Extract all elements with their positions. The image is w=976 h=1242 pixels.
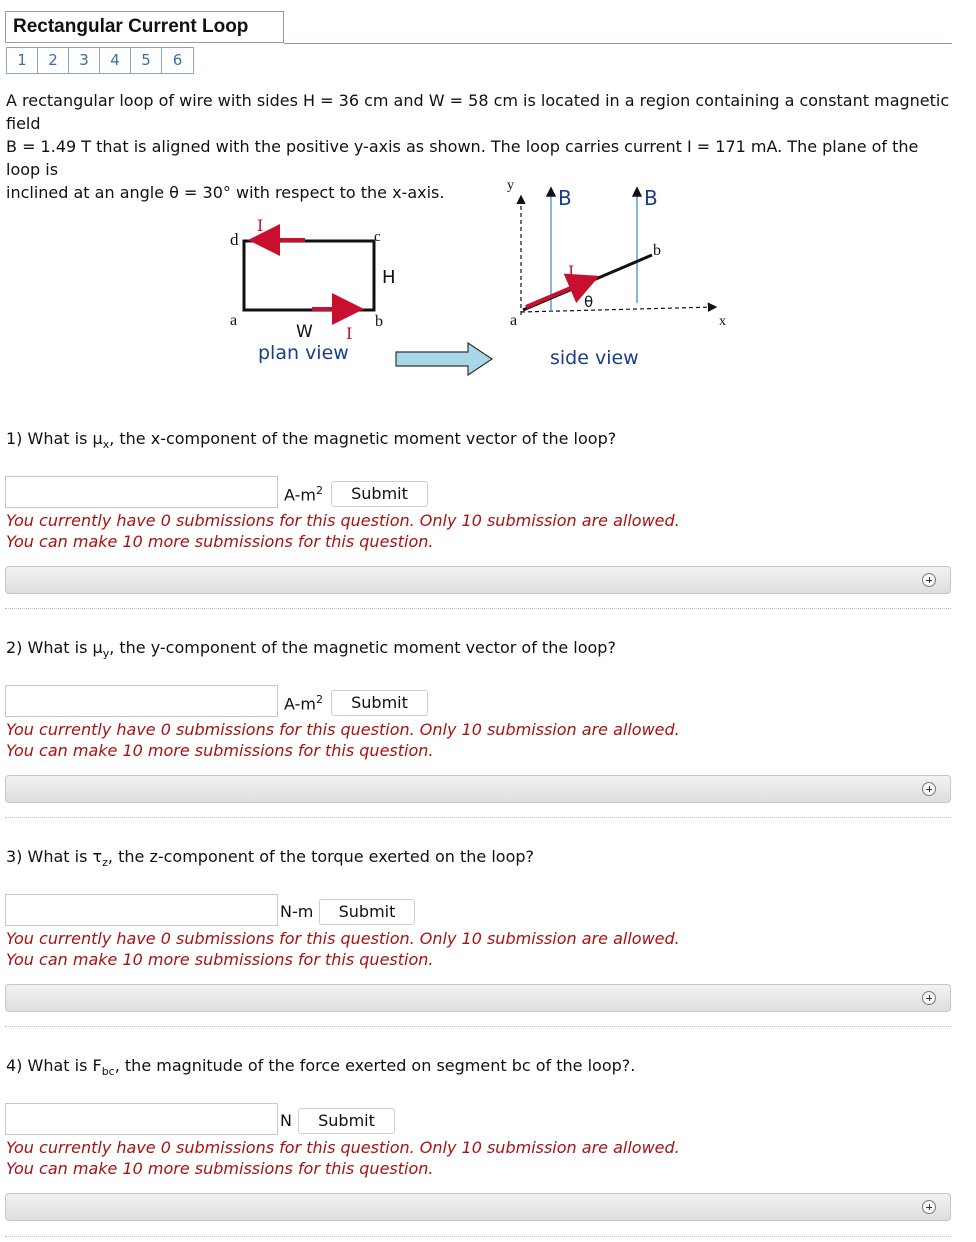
y-axis-label: y (507, 178, 514, 193)
unit-2 (284, 693, 323, 713)
tab-2[interactable]: 2 (38, 48, 69, 73)
answer-input-1[interactable] (5, 476, 278, 508)
title-underline (284, 43, 952, 44)
tab-3[interactable]: 3 (69, 48, 100, 73)
label-H: H (382, 267, 396, 288)
submission-notice-1 (6, 510, 680, 552)
divider (5, 817, 951, 818)
x-axis (521, 307, 715, 312)
notice-3-line-2: You can make 10 more submissions for this question. (6, 950, 434, 969)
tab-4[interactable]: 4 (100, 48, 131, 73)
notice-4-line-2: You can make 10 more submissions for this question. (6, 1159, 434, 1178)
submit-button-2[interactable]: Submit (331, 690, 428, 716)
question-3 (6, 847, 534, 869)
notice-2-line-2: You can make 10 more submissions for this question. (6, 741, 434, 760)
intro-line-1: A rectangular loop of wire with sides H = 36 cm and W = 58 cm is located in a region containing a constant magnetic field (6, 91, 950, 133)
tab-6[interactable]: 6 (172, 51, 183, 69)
submission-notice-4 (6, 1137, 680, 1179)
q1-suffix: , the x-component of the magnetic moment vector of the loop? (109, 429, 617, 448)
notice-1-line-2: You can make 10 more submissions for this question. (6, 532, 434, 551)
hint-bar-4[interactable] (5, 1193, 951, 1221)
divider (5, 1026, 951, 1027)
label-a-plan: a (230, 312, 238, 329)
label-I-bottom: I (346, 324, 353, 343)
tab-5[interactable]: 5 (131, 48, 162, 73)
side-current-arrow (526, 279, 592, 307)
q1-sub: x (102, 438, 110, 452)
unit-1 (284, 484, 323, 504)
hint-bar-3[interactable] (5, 984, 951, 1012)
label-I-top: I (257, 216, 264, 235)
unit-3 (280, 902, 313, 921)
notice-1-line-1: You currently have 0 submissions for this question. Only 10 submission are allowed. (6, 511, 680, 530)
question-tabs (6, 47, 194, 74)
submit-button-4[interactable]: Submit (298, 1108, 395, 1134)
q3-suffix: , the z-component of the torque exerted on the loop? (107, 847, 534, 866)
unit-1-sup: 2 (315, 484, 323, 497)
q4-sub: bc (101, 1065, 115, 1079)
theta-label: θ (584, 293, 594, 311)
q4-prefix: 4) What is F (6, 1056, 102, 1075)
plus-icon[interactable] (922, 573, 936, 587)
answer-input-3[interactable] (5, 894, 278, 926)
hint-bar-2[interactable] (5, 775, 951, 803)
q4-suffix: , the magnitude of the force exerted on segment bc of the loop?. (114, 1056, 636, 1075)
submission-notice-2 (6, 719, 680, 761)
notice-4-line-1: You currently have 0 submissions for this question. Only 10 submission are allowed. (6, 1138, 680, 1157)
hint-bar-1[interactable] (5, 566, 951, 594)
q2-prefix: 2) What is μ (6, 638, 103, 657)
plan-view-loop (244, 241, 374, 310)
q2-sub: y (102, 647, 110, 661)
notice-2-line-1: You currently have 0 submissions for this question. Only 10 submission are allowed. (6, 720, 680, 739)
unit-4-text: N (280, 1111, 292, 1130)
loop-diagram (220, 175, 740, 390)
plan-view-caption: plan view (258, 342, 349, 364)
submission-notice-3 (6, 928, 680, 970)
label-a-side: a (510, 312, 518, 329)
notice-3-line-1: You currently have 0 submissions for this question. Only 10 submission are allowed. (6, 929, 680, 948)
unit-1-text: A-m (284, 485, 316, 505)
tab-1[interactable]: 1 (7, 48, 38, 73)
label-b-side: b (653, 242, 661, 259)
side-I-label: I (568, 262, 575, 281)
intro-line-3: inclined at an angle θ = 30° with respect to the x-axis. (6, 183, 445, 202)
unit-2-sup: 2 (315, 693, 323, 706)
intro-line-2: B = 1.49 T that is aligned with the positive y-axis as shown. The loop carries current I = 171 mA. The plane of the loop is (6, 137, 919, 179)
unit-2-text: A-m (284, 694, 316, 714)
q3-sub: z (102, 856, 108, 870)
label-W: W (296, 322, 313, 342)
transition-arrow-icon (396, 343, 492, 375)
unit-4 (280, 1111, 292, 1130)
label-d: d (230, 230, 239, 249)
label-b-plan: b (375, 313, 383, 330)
B-label-1: B (558, 186, 572, 210)
page-title: Rectangular Current Loop (13, 16, 249, 37)
q2-suffix: , the y-component of the magnetic moment vector of the loop? (109, 638, 616, 657)
question-2 (6, 638, 616, 660)
answer-input-4[interactable] (5, 1103, 278, 1135)
answer-input-2[interactable] (5, 685, 278, 717)
question-4 (6, 1056, 635, 1078)
q1-prefix: 1) What is μ (6, 429, 103, 448)
x-axis-label: x (719, 314, 726, 329)
plus-icon[interactable] (922, 782, 936, 796)
plus-icon[interactable] (922, 991, 936, 1005)
page-title-box (5, 11, 284, 43)
plus-icon[interactable] (922, 1200, 936, 1214)
side-view-caption: side view (550, 347, 639, 369)
question-1 (6, 429, 616, 451)
unit-3-text: N-m (280, 902, 314, 921)
B-label-2: B (644, 186, 658, 210)
submit-button-3[interactable]: Submit (319, 899, 415, 925)
label-c: c (374, 229, 381, 245)
divider (5, 1236, 951, 1237)
q3-prefix: 3) What is τ (6, 847, 103, 866)
submit-button-1[interactable]: Submit (331, 481, 428, 507)
divider (5, 608, 951, 609)
